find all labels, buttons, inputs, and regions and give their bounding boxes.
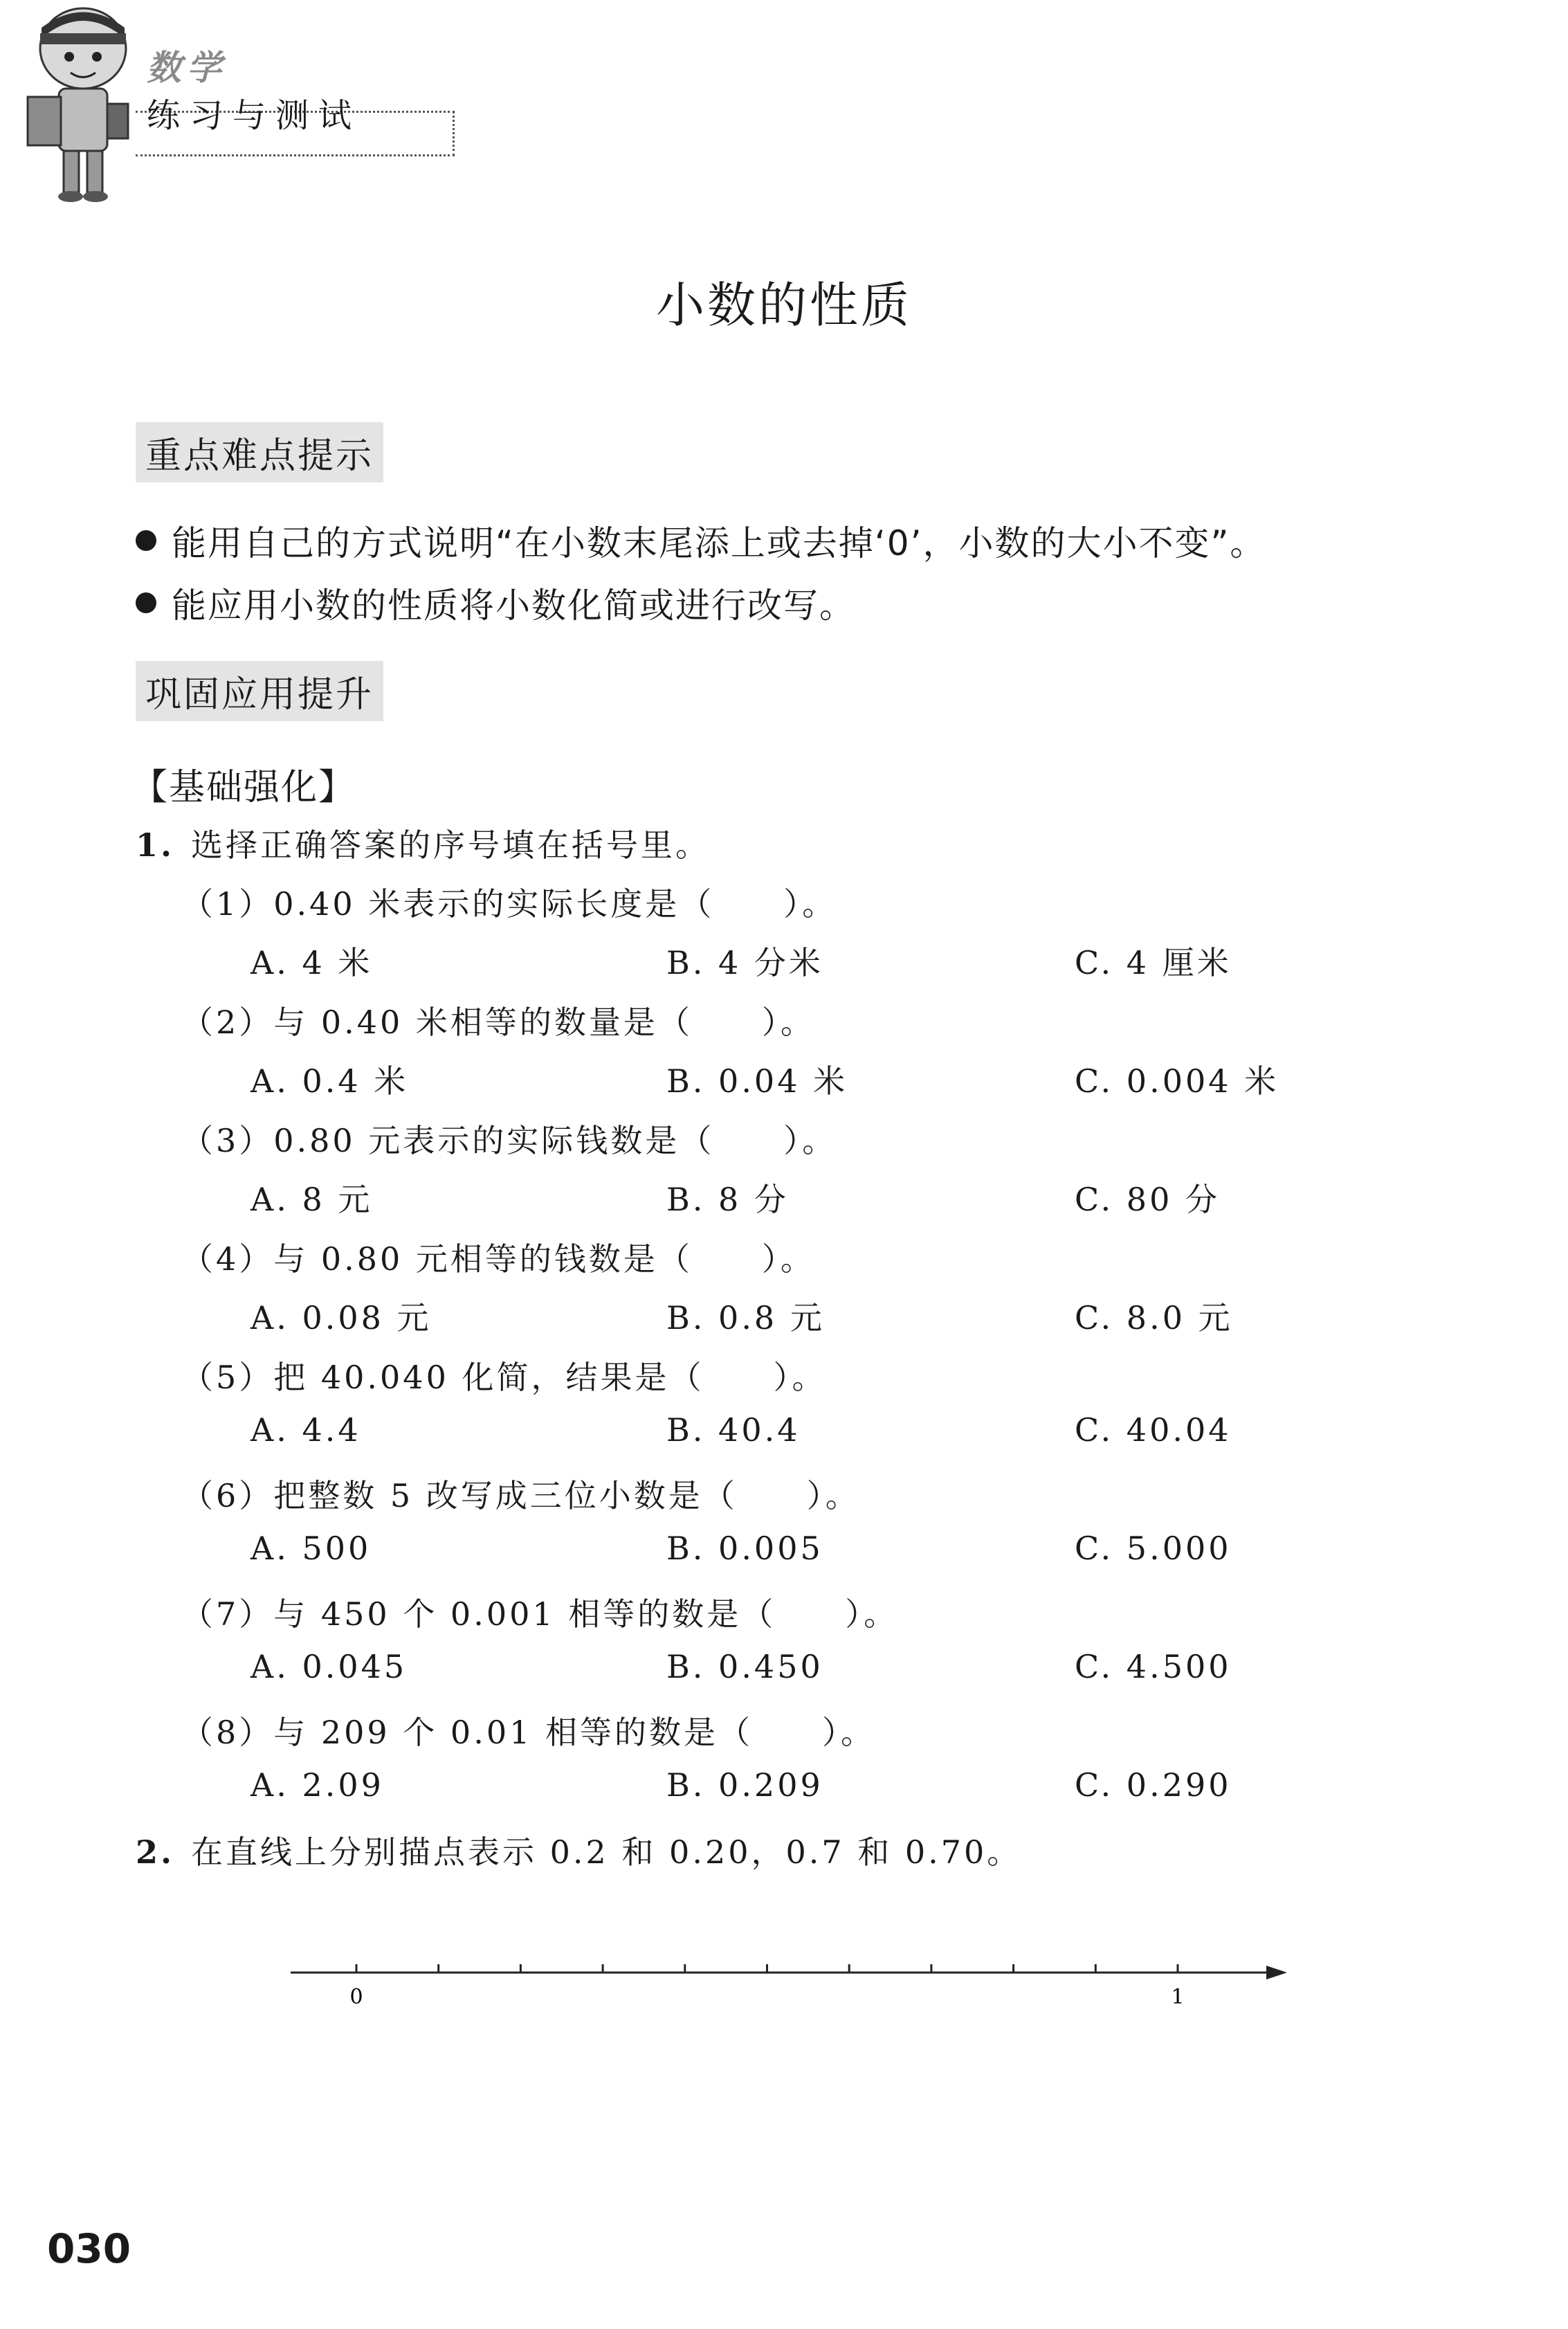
question-1-item-7: （7）与 450 个 0.001 相等的数是（ ）。	[181, 1595, 899, 1633]
option-a[interactable]: A. 0.08 元	[250, 1299, 432, 1336]
bullet-icon	[136, 592, 156, 613]
option-b[interactable]: B. 0.005	[666, 1530, 823, 1567]
option-a[interactable]: A. 0.045	[250, 1648, 408, 1685]
number-line-end-label: 1	[1171, 1985, 1185, 2009]
option-a[interactable]: A. 4.4	[250, 1411, 361, 1449]
option-c[interactable]: C. 0.004 米	[1075, 1062, 1279, 1100]
question-1	[136, 820, 710, 866]
question-1-item-1: （1）0.40 米表示的实际长度是（ ）。	[181, 885, 837, 923]
option-c[interactable]: C. 4 厘米	[1075, 944, 1232, 981]
option-c[interactable]: C. 4.500	[1075, 1648, 1232, 1685]
question-1-item-6: （6）把整数 5 改写成三位小数是（ ）。	[181, 1477, 860, 1514]
option-c[interactable]: C. 80 分	[1075, 1181, 1220, 1218]
number-line-start-label: 0	[349, 1985, 363, 2009]
option-c[interactable]: C. 8.0 元	[1075, 1299, 1233, 1336]
option-b[interactable]: B. 4 分米	[666, 944, 823, 981]
key-point-text: 能用自己的方式说明“在小数末尾添上或去掉‘0’，小数的大小不变”。	[172, 523, 1266, 563]
option-b[interactable]: B. 8 分	[666, 1181, 789, 1218]
key-point-text: 能应用小数的性质将小数化简或进行改写。	[172, 586, 855, 626]
bullet-icon	[136, 530, 156, 551]
option-b[interactable]: B. 0.04 米	[666, 1062, 848, 1100]
key-point-2	[136, 578, 855, 628]
option-b[interactable]: B. 0.8 元	[666, 1299, 825, 1336]
question-1-item-2: （2）与 0.40 米相等的数量是（ ）。	[181, 1004, 815, 1041]
question-1-item-8: （8）与 209 个 0.01 相等的数是（ ）。	[181, 1714, 875, 1751]
option-a[interactable]: A. 8 元	[250, 1181, 373, 1218]
question-1-item-5: （5）把 40.040 化简，结果是（ ）。	[181, 1359, 827, 1396]
question-2	[136, 1827, 1021, 1873]
question-number: 2.	[136, 1833, 175, 1871]
option-c[interactable]: C. 5.000	[1075, 1530, 1232, 1567]
brand-title: 数学	[147, 48, 227, 88]
number-line[interactable]	[291, 1945, 1294, 2028]
option-b[interactable]: B. 40.4	[666, 1411, 801, 1449]
question-number: 1.	[136, 826, 175, 864]
option-a[interactable]: A. 2.09	[250, 1766, 384, 1804]
question-1-item-3: （3）0.80 元表示的实际钱数是（ ）。	[181, 1122, 837, 1159]
question-text: 选择正确答案的序号填在括号里。	[191, 826, 711, 864]
question-1-item-4: （4）与 0.80 元相等的钱数是（ ）。	[181, 1240, 815, 1278]
practice-heading: 巩固应用提升	[136, 661, 383, 721]
question-text: 在直线上分别描点表示 0.2 和 0.20，0.7 和 0.70。	[191, 1833, 1022, 1871]
option-c[interactable]: C. 0.290	[1075, 1766, 1232, 1804]
key-point-1	[136, 516, 1266, 565]
option-b[interactable]: B. 0.450	[666, 1648, 823, 1685]
page-number: 030	[47, 2225, 131, 2272]
page-title: 小数的性质	[656, 277, 912, 334]
option-a[interactable]: A. 0.4 米	[250, 1062, 409, 1100]
option-a[interactable]: A. 500	[250, 1530, 372, 1567]
arrow-right-icon	[1266, 1966, 1287, 1979]
practice-subheading: 【基础强化】	[131, 767, 356, 808]
option-a[interactable]: A. 4 米	[250, 944, 373, 981]
option-c[interactable]: C. 40.04	[1075, 1411, 1232, 1449]
brand-subtitle: 练习与测试	[147, 96, 362, 135]
option-b[interactable]: B. 0.209	[666, 1766, 823, 1804]
key-points-heading: 重点难点提示	[136, 422, 383, 482]
mascot-illustration	[21, 0, 145, 208]
